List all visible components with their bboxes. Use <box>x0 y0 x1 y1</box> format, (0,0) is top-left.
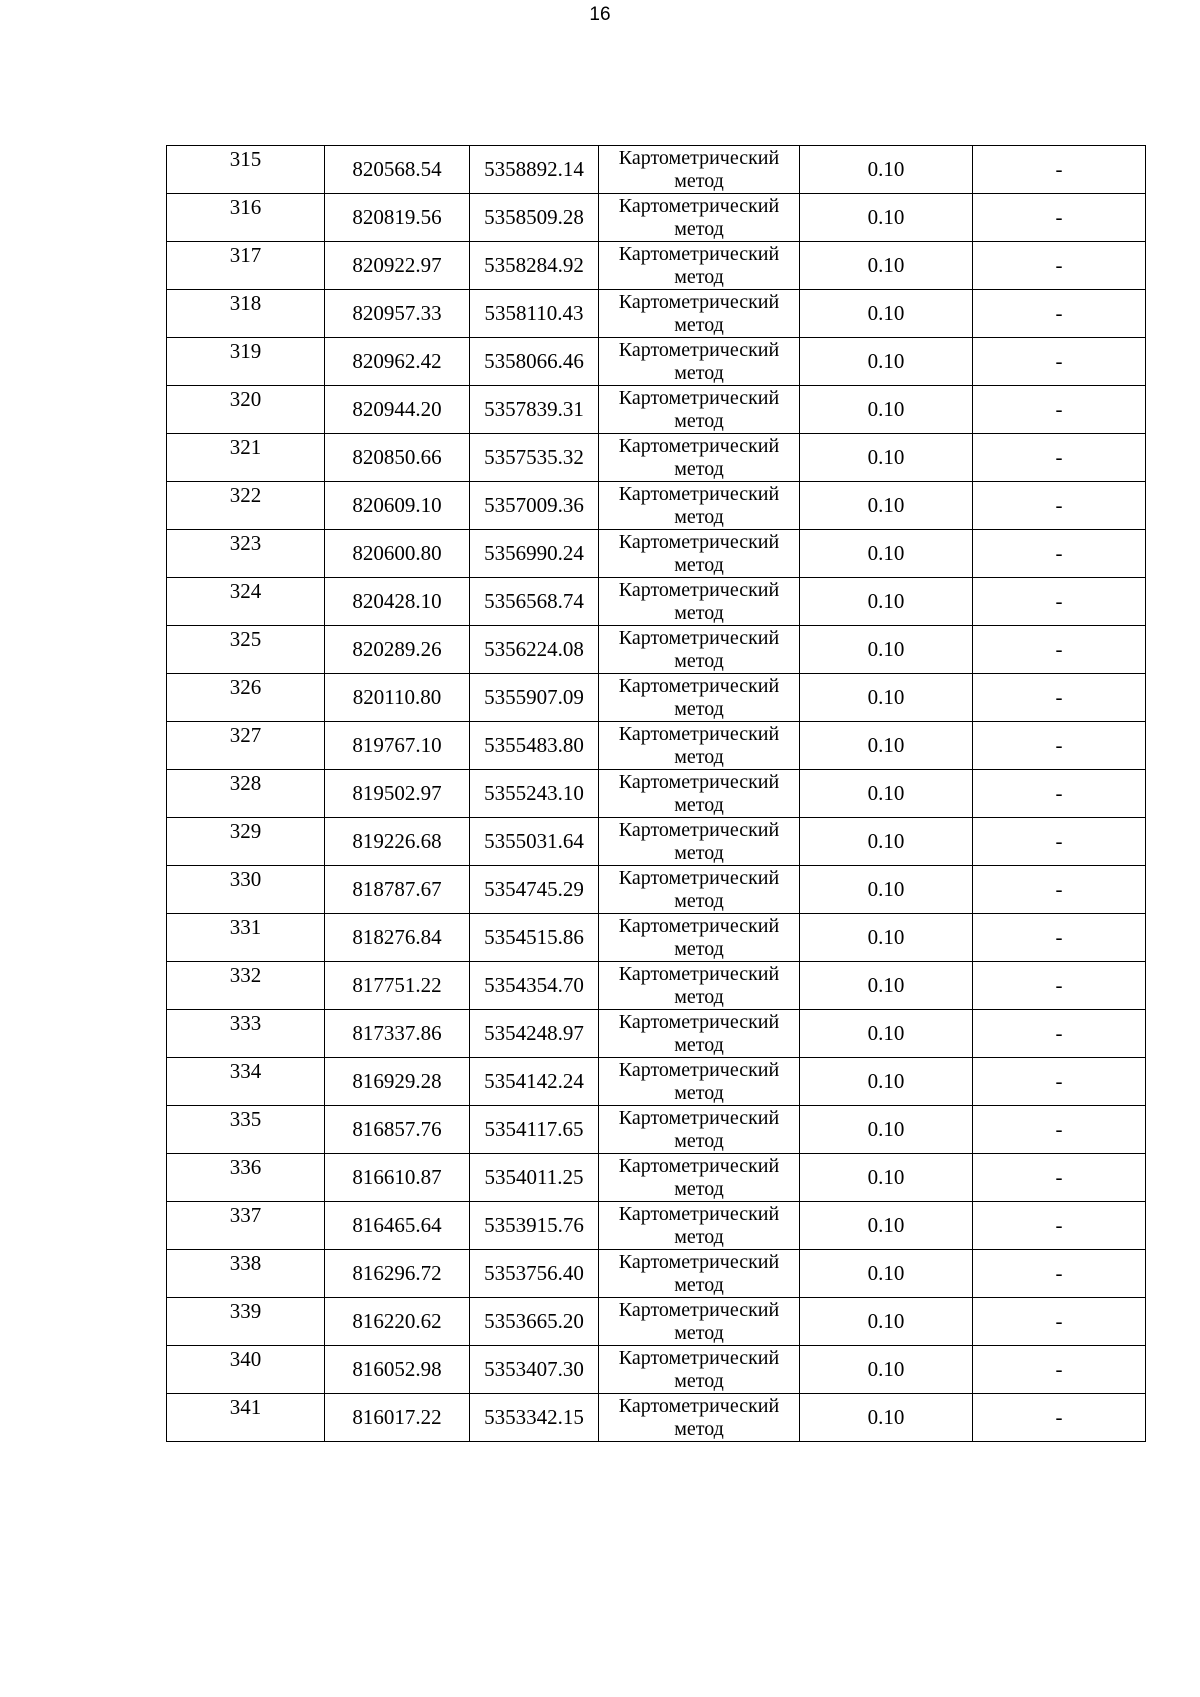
note-cell: - <box>973 386 1146 434</box>
x-coordinate-cell: 816610.87 <box>325 1154 470 1202</box>
accuracy-cell: 0.10 <box>800 674 973 722</box>
note-cell: - <box>973 1298 1146 1346</box>
method-line-1: Картометрический <box>618 770 780 793</box>
accuracy-cell: 0.10 <box>800 338 973 386</box>
method-line-2: метод <box>674 1321 724 1344</box>
y-coordinate-cell: 5358066.46 <box>470 338 599 386</box>
point-number-cell: 328 <box>167 770 325 818</box>
x-coordinate-cell: 816296.72 <box>325 1250 470 1298</box>
method-line-1: Картометрический <box>618 242 780 265</box>
table-row <box>167 1202 1146 1250</box>
y-coordinate-cell: 5358509.28 <box>470 194 599 242</box>
method-cell <box>599 1106 800 1154</box>
note-cell: - <box>973 338 1146 386</box>
x-coordinate-cell: 820962.42 <box>325 338 470 386</box>
note-cell: - <box>973 242 1146 290</box>
x-coordinate-cell: 820922.97 <box>325 242 470 290</box>
y-coordinate-cell: 5356568.74 <box>470 578 599 626</box>
table-row <box>167 626 1146 674</box>
point-number-cell: 340 <box>167 1346 325 1394</box>
method-line-1: Картометрический <box>618 386 780 409</box>
x-coordinate-cell: 820600.80 <box>325 530 470 578</box>
accuracy-cell: 0.10 <box>800 482 973 530</box>
method-line-2: метод <box>674 553 724 576</box>
method-cell <box>599 1154 800 1202</box>
point-number-cell: 330 <box>167 866 325 914</box>
method-line-1: Картометрический <box>618 962 780 985</box>
method-line-2: метод <box>674 841 724 864</box>
y-coordinate-cell: 5355907.09 <box>470 674 599 722</box>
method-cell <box>599 1394 800 1442</box>
accuracy-cell: 0.10 <box>800 578 973 626</box>
method-line-2: метод <box>674 1033 724 1056</box>
point-number-cell: 321 <box>167 434 325 482</box>
method-line-1: Картометрический <box>618 1202 780 1225</box>
y-coordinate-cell: 5358110.43 <box>470 290 599 338</box>
y-coordinate-cell: 5354515.86 <box>470 914 599 962</box>
table-row <box>167 386 1146 434</box>
accuracy-cell: 0.10 <box>800 242 973 290</box>
x-coordinate-cell: 820428.10 <box>325 578 470 626</box>
method-line-1: Картометрический <box>618 866 780 889</box>
y-coordinate-cell: 5353915.76 <box>470 1202 599 1250</box>
note-cell: - <box>973 194 1146 242</box>
accuracy-cell: 0.10 <box>800 1058 973 1106</box>
point-number-cell: 337 <box>167 1202 325 1250</box>
method-cell <box>599 290 800 338</box>
point-number-cell: 318 <box>167 290 325 338</box>
y-coordinate-cell: 5354354.70 <box>470 962 599 1010</box>
point-number-cell: 326 <box>167 674 325 722</box>
table-row <box>167 146 1146 194</box>
note-cell: - <box>973 818 1146 866</box>
note-cell: - <box>973 578 1146 626</box>
method-cell <box>599 722 800 770</box>
method-line-1: Картометрический <box>618 1346 780 1369</box>
point-number-cell: 331 <box>167 914 325 962</box>
table-row <box>167 1106 1146 1154</box>
method-cell <box>599 482 800 530</box>
x-coordinate-cell: 820850.66 <box>325 434 470 482</box>
method-line-2: метод <box>674 1273 724 1296</box>
note-cell: - <box>973 1106 1146 1154</box>
table-row <box>167 866 1146 914</box>
x-coordinate-cell: 818276.84 <box>325 914 470 962</box>
method-line-1: Картометрический <box>618 626 780 649</box>
method-line-2: метод <box>674 409 724 432</box>
note-cell: - <box>973 1394 1146 1442</box>
accuracy-cell: 0.10 <box>800 866 973 914</box>
table-row <box>167 770 1146 818</box>
method-line-2: метод <box>674 889 724 912</box>
coordinates-table-body <box>167 146 1146 1442</box>
method-line-1: Картометрический <box>618 722 780 745</box>
x-coordinate-cell: 818787.67 <box>325 866 470 914</box>
table-row <box>167 578 1146 626</box>
method-line-2: метод <box>674 697 724 720</box>
point-number-cell: 324 <box>167 578 325 626</box>
accuracy-cell: 0.10 <box>800 1010 973 1058</box>
y-coordinate-cell: 5355031.64 <box>470 818 599 866</box>
method-line-2: метод <box>674 361 724 384</box>
note-cell: - <box>973 482 1146 530</box>
method-line-2: метод <box>674 313 724 336</box>
accuracy-cell: 0.10 <box>800 530 973 578</box>
y-coordinate-cell: 5356224.08 <box>470 626 599 674</box>
method-cell <box>599 386 800 434</box>
method-cell <box>599 674 800 722</box>
method-line-2: метод <box>674 937 724 960</box>
point-number-cell: 317 <box>167 242 325 290</box>
method-line-1: Картометрический <box>618 578 780 601</box>
y-coordinate-cell: 5355483.80 <box>470 722 599 770</box>
y-coordinate-cell: 5358284.92 <box>470 242 599 290</box>
method-cell <box>599 866 800 914</box>
method-line-2: метод <box>674 169 724 192</box>
point-number-cell: 335 <box>167 1106 325 1154</box>
method-line-2: метод <box>674 457 724 480</box>
method-cell <box>599 962 800 1010</box>
table-row <box>167 1250 1146 1298</box>
method-line-1: Картометрический <box>618 1298 780 1321</box>
note-cell: - <box>973 530 1146 578</box>
x-coordinate-cell: 816929.28 <box>325 1058 470 1106</box>
method-cell <box>599 914 800 962</box>
point-number-cell: 333 <box>167 1010 325 1058</box>
table-row <box>167 1010 1146 1058</box>
x-coordinate-cell: 820568.54 <box>325 146 470 194</box>
point-number-cell: 316 <box>167 194 325 242</box>
method-line-2: метод <box>674 649 724 672</box>
note-cell: - <box>973 290 1146 338</box>
point-number-cell: 315 <box>167 146 325 194</box>
y-coordinate-cell: 5353665.20 <box>470 1298 599 1346</box>
method-line-2: метод <box>674 1081 724 1104</box>
point-number-cell: 329 <box>167 818 325 866</box>
note-cell: - <box>973 146 1146 194</box>
method-cell <box>599 578 800 626</box>
table-row <box>167 962 1146 1010</box>
method-cell <box>599 770 800 818</box>
accuracy-cell: 0.10 <box>800 722 973 770</box>
accuracy-cell: 0.10 <box>800 818 973 866</box>
x-coordinate-cell: 819226.68 <box>325 818 470 866</box>
y-coordinate-cell: 5357535.32 <box>470 434 599 482</box>
method-line-1: Картометрический <box>618 194 780 217</box>
accuracy-cell: 0.10 <box>800 770 973 818</box>
x-coordinate-cell: 817751.22 <box>325 962 470 1010</box>
method-line-2: метод <box>674 1177 724 1200</box>
x-coordinate-cell: 820957.33 <box>325 290 470 338</box>
method-cell <box>599 1250 800 1298</box>
method-line-1: Картометрический <box>618 674 780 697</box>
method-line-1: Картометрический <box>618 1106 780 1129</box>
table-row <box>167 1394 1146 1442</box>
table-row <box>167 434 1146 482</box>
table-row <box>167 818 1146 866</box>
y-coordinate-cell: 5354011.25 <box>470 1154 599 1202</box>
accuracy-cell: 0.10 <box>800 914 973 962</box>
accuracy-cell: 0.10 <box>800 962 973 1010</box>
table-row <box>167 338 1146 386</box>
point-number-cell: 336 <box>167 1154 325 1202</box>
method-line-1: Картометрический <box>618 482 780 505</box>
method-line-1: Картометрический <box>618 818 780 841</box>
table-row <box>167 1346 1146 1394</box>
method-cell <box>599 626 800 674</box>
method-cell <box>599 434 800 482</box>
x-coordinate-cell: 816017.22 <box>325 1394 470 1442</box>
accuracy-cell: 0.10 <box>800 626 973 674</box>
table-row <box>167 722 1146 770</box>
y-coordinate-cell: 5354248.97 <box>470 1010 599 1058</box>
y-coordinate-cell: 5355243.10 <box>470 770 599 818</box>
x-coordinate-cell: 820944.20 <box>325 386 470 434</box>
x-coordinate-cell: 816857.76 <box>325 1106 470 1154</box>
method-cell <box>599 1058 800 1106</box>
table-row <box>167 530 1146 578</box>
point-number-cell: 332 <box>167 962 325 1010</box>
method-line-2: метод <box>674 265 724 288</box>
y-coordinate-cell: 5358892.14 <box>470 146 599 194</box>
x-coordinate-cell: 816465.64 <box>325 1202 470 1250</box>
method-line-1: Картометрический <box>618 1394 780 1417</box>
point-number-cell: 323 <box>167 530 325 578</box>
method-line-1: Картометрический <box>618 290 780 313</box>
point-number-cell: 338 <box>167 1250 325 1298</box>
point-number-cell: 320 <box>167 386 325 434</box>
note-cell: - <box>973 1346 1146 1394</box>
method-line-1: Картометрический <box>618 1250 780 1273</box>
x-coordinate-cell: 820609.10 <box>325 482 470 530</box>
method-line-2: метод <box>674 217 724 240</box>
y-coordinate-cell: 5353756.40 <box>470 1250 599 1298</box>
x-coordinate-cell: 817337.86 <box>325 1010 470 1058</box>
method-line-2: метод <box>674 505 724 528</box>
table-row <box>167 1298 1146 1346</box>
table-row <box>167 1154 1146 1202</box>
x-coordinate-cell: 816052.98 <box>325 1346 470 1394</box>
method-line-2: метод <box>674 601 724 624</box>
note-cell: - <box>973 434 1146 482</box>
y-coordinate-cell: 5354117.65 <box>470 1106 599 1154</box>
accuracy-cell: 0.10 <box>800 146 973 194</box>
method-line-1: Картометрический <box>618 434 780 457</box>
method-line-1: Картометрический <box>618 1058 780 1081</box>
y-coordinate-cell: 5357839.31 <box>470 386 599 434</box>
method-line-1: Картометрический <box>618 530 780 553</box>
table-row <box>167 242 1146 290</box>
accuracy-cell: 0.10 <box>800 1154 973 1202</box>
accuracy-cell: 0.10 <box>800 1106 973 1154</box>
method-line-2: метод <box>674 1225 724 1248</box>
method-cell <box>599 1298 800 1346</box>
note-cell: - <box>973 1250 1146 1298</box>
method-line-2: метод <box>674 985 724 1008</box>
x-coordinate-cell: 820819.56 <box>325 194 470 242</box>
method-cell <box>599 1346 800 1394</box>
table-row <box>167 674 1146 722</box>
note-cell: - <box>973 1154 1146 1202</box>
x-coordinate-cell: 820289.26 <box>325 626 470 674</box>
accuracy-cell: 0.10 <box>800 1250 973 1298</box>
accuracy-cell: 0.10 <box>800 290 973 338</box>
table-row <box>167 290 1146 338</box>
method-cell <box>599 1202 800 1250</box>
coordinates-table <box>166 145 1146 1442</box>
note-cell: - <box>973 722 1146 770</box>
x-coordinate-cell: 819502.97 <box>325 770 470 818</box>
method-cell <box>599 818 800 866</box>
table-row <box>167 914 1146 962</box>
note-cell: - <box>973 1202 1146 1250</box>
point-number-cell: 325 <box>167 626 325 674</box>
note-cell: - <box>973 674 1146 722</box>
method-cell <box>599 530 800 578</box>
table-row <box>167 482 1146 530</box>
point-number-cell: 334 <box>167 1058 325 1106</box>
accuracy-cell: 0.10 <box>800 1298 973 1346</box>
method-line-2: метод <box>674 793 724 816</box>
point-number-cell: 322 <box>167 482 325 530</box>
point-number-cell: 319 <box>167 338 325 386</box>
y-coordinate-cell: 5354745.29 <box>470 866 599 914</box>
note-cell: - <box>973 866 1146 914</box>
y-coordinate-cell: 5353342.15 <box>470 1394 599 1442</box>
accuracy-cell: 0.10 <box>800 1346 973 1394</box>
page-number: 16 <box>589 4 611 25</box>
note-cell: - <box>973 962 1146 1010</box>
y-coordinate-cell: 5353407.30 <box>470 1346 599 1394</box>
accuracy-cell: 0.10 <box>800 434 973 482</box>
table-row <box>167 1058 1146 1106</box>
method-cell <box>599 242 800 290</box>
method-line-2: метод <box>674 745 724 768</box>
x-coordinate-cell: 820110.80 <box>325 674 470 722</box>
method-cell <box>599 146 800 194</box>
note-cell: - <box>973 1010 1146 1058</box>
note-cell: - <box>973 914 1146 962</box>
note-cell: - <box>973 770 1146 818</box>
accuracy-cell: 0.10 <box>800 1394 973 1442</box>
method-line-1: Картометрический <box>618 1154 780 1177</box>
point-number-cell: 339 <box>167 1298 325 1346</box>
y-coordinate-cell: 5357009.36 <box>470 482 599 530</box>
point-number-cell: 341 <box>167 1394 325 1442</box>
note-cell: - <box>973 1058 1146 1106</box>
y-coordinate-cell: 5356990.24 <box>470 530 599 578</box>
method-line-2: метод <box>674 1369 724 1392</box>
y-coordinate-cell: 5354142.24 <box>470 1058 599 1106</box>
x-coordinate-cell: 819767.10 <box>325 722 470 770</box>
method-line-1: Картометрический <box>618 914 780 937</box>
accuracy-cell: 0.10 <box>800 194 973 242</box>
x-coordinate-cell: 816220.62 <box>325 1298 470 1346</box>
method-line-1: Картометрический <box>618 146 780 169</box>
accuracy-cell: 0.10 <box>800 386 973 434</box>
method-line-2: метод <box>674 1129 724 1152</box>
method-cell <box>599 1010 800 1058</box>
method-cell <box>599 338 800 386</box>
note-cell: - <box>973 626 1146 674</box>
method-line-1: Картометрический <box>618 1010 780 1033</box>
table-row <box>167 194 1146 242</box>
method-line-1: Картометрический <box>618 338 780 361</box>
accuracy-cell: 0.10 <box>800 1202 973 1250</box>
method-line-2: метод <box>674 1417 724 1440</box>
point-number-cell: 327 <box>167 722 325 770</box>
method-cell <box>599 194 800 242</box>
